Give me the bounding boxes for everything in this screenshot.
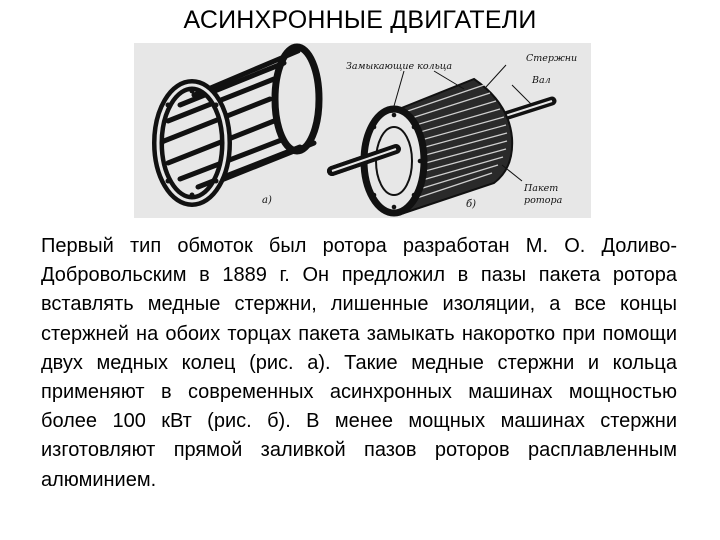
figure-a-label: а)	[262, 195, 272, 206]
shaft-label: Вал	[532, 75, 551, 86]
rotor-diagram	[134, 43, 591, 218]
body-paragraph: Первый тип обмоток был ротора разработан М. О. Доливо-Добровольским в 1889 г. Он предложил в пазы пакета ротора вставлять медные стержни, лишенные изоляции, а все концы стержней на обоих торцах пакета замыкать накоротко при помощи двух медных колец (рис. а). Такие медные стержни и кольца применяют в современных асинхронных машинах мощностью более 100 кВт (рис. б). В менее мощных машинах стержни изготовляют прямой заливкой пазов роторов расплавленным алюминием.	[41, 235, 677, 491]
stack-label-1: Пакет	[524, 183, 559, 194]
cage-bars	[164, 51, 314, 187]
rotor-illustration	[134, 43, 591, 218]
far-ring	[275, 47, 319, 151]
page-title: АСИНХРОННЫЕ ДВИГАТЕЛИ	[183, 6, 537, 34]
rings-label: Замыкающие кольца	[346, 61, 453, 72]
squirrel-cage	[158, 47, 319, 201]
figure-b-label: б)	[466, 199, 477, 210]
rotor-assembly	[332, 79, 552, 213]
bars-label: Стержни	[526, 53, 578, 64]
stack-label-2: ротора	[524, 195, 563, 206]
